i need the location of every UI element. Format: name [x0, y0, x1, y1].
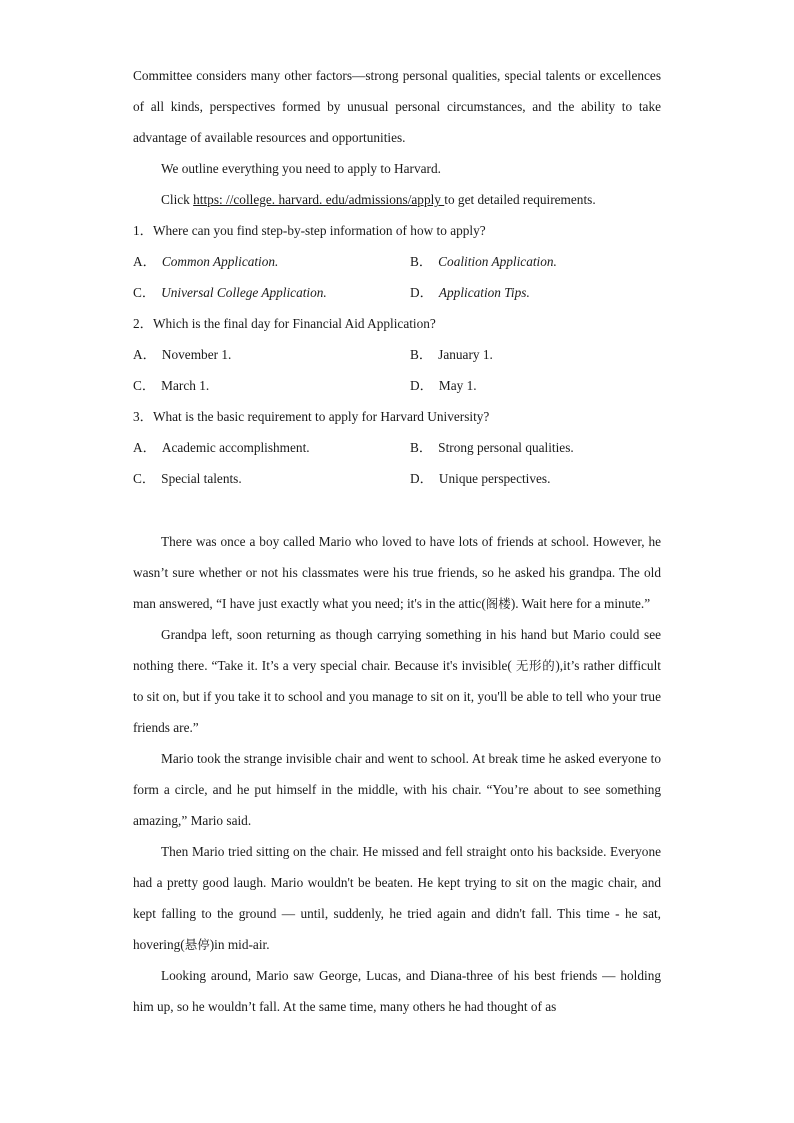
option-text: Strong personal qualities.: [438, 440, 574, 455]
document-page: [133, 60, 661, 1022]
question-3-option-b[interactable]: [410, 432, 687, 463]
question-1-stem: 1．Where can you find step-by-step information of how to apply?: [133, 223, 486, 238]
question-3-stem: 3．What is the basic requirement to apply for Harvard University?: [133, 409, 490, 424]
passage-a-paragraph-2: We outline everything you need to apply to Harvard.: [161, 161, 441, 176]
click-prefix: Click: [161, 192, 194, 207]
chinese-gloss: 悬停: [184, 937, 210, 952]
option-text: Universal College Application.: [161, 285, 327, 300]
option-text: May 1.: [438, 378, 477, 393]
question-1-option-a[interactable]: [133, 246, 410, 277]
paragraph-text: ),it’s rather difficult to sit on, but if you take it to school and you manage to sit on it, you'll be able to tell who your true friends are.”: [133, 658, 661, 735]
paragraph-text: )in mid-air.: [209, 937, 270, 952]
section-gap: [133, 494, 661, 526]
question-3-option-d[interactable]: [410, 463, 687, 494]
passage-a-paragraph-3: [133, 184, 661, 215]
option-letter: B．: [410, 440, 433, 455]
paragraph-text: Then Mario tried sitting on the chair. He missed and fell straight onto his backside. Everyone had a pretty good laugh. Mario wouldn't be beaten. He kept trying to sit on the magic chair, and kept falling to the ground — until, suddenly, he tried again and didn't fall. This time - he sat, hovering(: [133, 844, 661, 952]
question-3-option-a[interactable]: [133, 432, 410, 463]
question-1-options-row-1: [133, 246, 661, 277]
click-suffix: to get detailed requirements.: [444, 192, 596, 207]
option-text: November 1.: [161, 347, 232, 362]
option-letter: D．: [410, 471, 433, 486]
passage-a-paragraph-1: Committee considers many other factors—strong personal qualities, special talents or excellences of all kinds, perspectives formed by unusual personal circumstances, and the ability to take advantage of available resources and opportunities.: [133, 68, 661, 145]
question-2-option-b[interactable]: [410, 339, 687, 370]
question-2-stem: 2．Which is the final day for Financial Aid Application?: [133, 316, 436, 331]
passage-b-paragraph-3: Mario took the strange invisible chair and went to school. At break time he asked everyone to form a circle, and he put himself in the middle, with his chair. “You’re about to see something amazing,” Mario said.: [133, 751, 661, 828]
option-letter: C．: [133, 378, 156, 393]
option-letter: B．: [410, 254, 433, 269]
question-2-options-row-1: [133, 339, 661, 370]
question-1-option-d[interactable]: [410, 277, 687, 308]
question-3-options-row-1: [133, 432, 661, 463]
option-text: Application Tips.: [438, 285, 530, 300]
option-text: Special talents.: [161, 471, 242, 486]
paragraph-text: There was once a boy called Mario who loved to have lots of friends at school. However, he wasn’t sure whether or not his classmates were his true friends, so he asked his grandpa. The old man answered, “I have just exactly what you need; it's in the attic(: [133, 534, 661, 611]
option-text: Common Application.: [161, 254, 279, 269]
option-text: March 1.: [161, 378, 210, 393]
passage-b-paragraph-2: [133, 619, 661, 743]
option-text: Unique perspectives.: [438, 471, 551, 486]
option-text: Academic accomplishment.: [161, 440, 310, 455]
passage-b-paragraph-4: [133, 836, 661, 960]
option-letter: A．: [133, 254, 156, 269]
option-letter: C．: [133, 471, 156, 486]
option-letter: C．: [133, 285, 156, 300]
option-letter: D．: [410, 285, 433, 300]
passage-b-paragraph-5: Looking around, Mario saw George, Lucas, and Diana-three of his best friends — holding him up, so he wouldn’t fall. At the same time, many others he had thought of as: [133, 968, 661, 1014]
question-2-options-row-2: [133, 370, 661, 401]
question-2-option-d[interactable]: [410, 370, 687, 401]
chinese-gloss: 无形的: [515, 658, 556, 673]
question-2-option-a[interactable]: [133, 339, 410, 370]
paragraph-text: ). Wait here for a minute.”: [510, 596, 651, 611]
passage-b-paragraph-1: [133, 526, 661, 619]
question-1-options-row-2: [133, 277, 661, 308]
question-2-option-c[interactable]: [133, 370, 410, 401]
option-letter: B．: [410, 347, 433, 362]
question-3-option-c[interactable]: [133, 463, 410, 494]
option-letter: A．: [133, 347, 156, 362]
question-1-option-b[interactable]: [410, 246, 687, 277]
chinese-gloss: 阁楼: [485, 596, 511, 611]
option-text: Coalition Application.: [438, 254, 557, 269]
option-letter: D．: [410, 378, 433, 393]
question-1-option-c[interactable]: [133, 277, 410, 308]
paragraph-text: Grandpa left, soon returning as though carrying something in his hand but Mario could see nothing there. “Take it. It’s a very special chair. Because it's invisible(: [133, 627, 661, 673]
question-3-options-row-2: [133, 463, 661, 494]
option-letter: A．: [133, 440, 156, 455]
harvard-apply-link[interactable]: https: //college. harvard. edu/admissions/apply: [193, 192, 445, 207]
option-text: January 1.: [438, 347, 493, 362]
